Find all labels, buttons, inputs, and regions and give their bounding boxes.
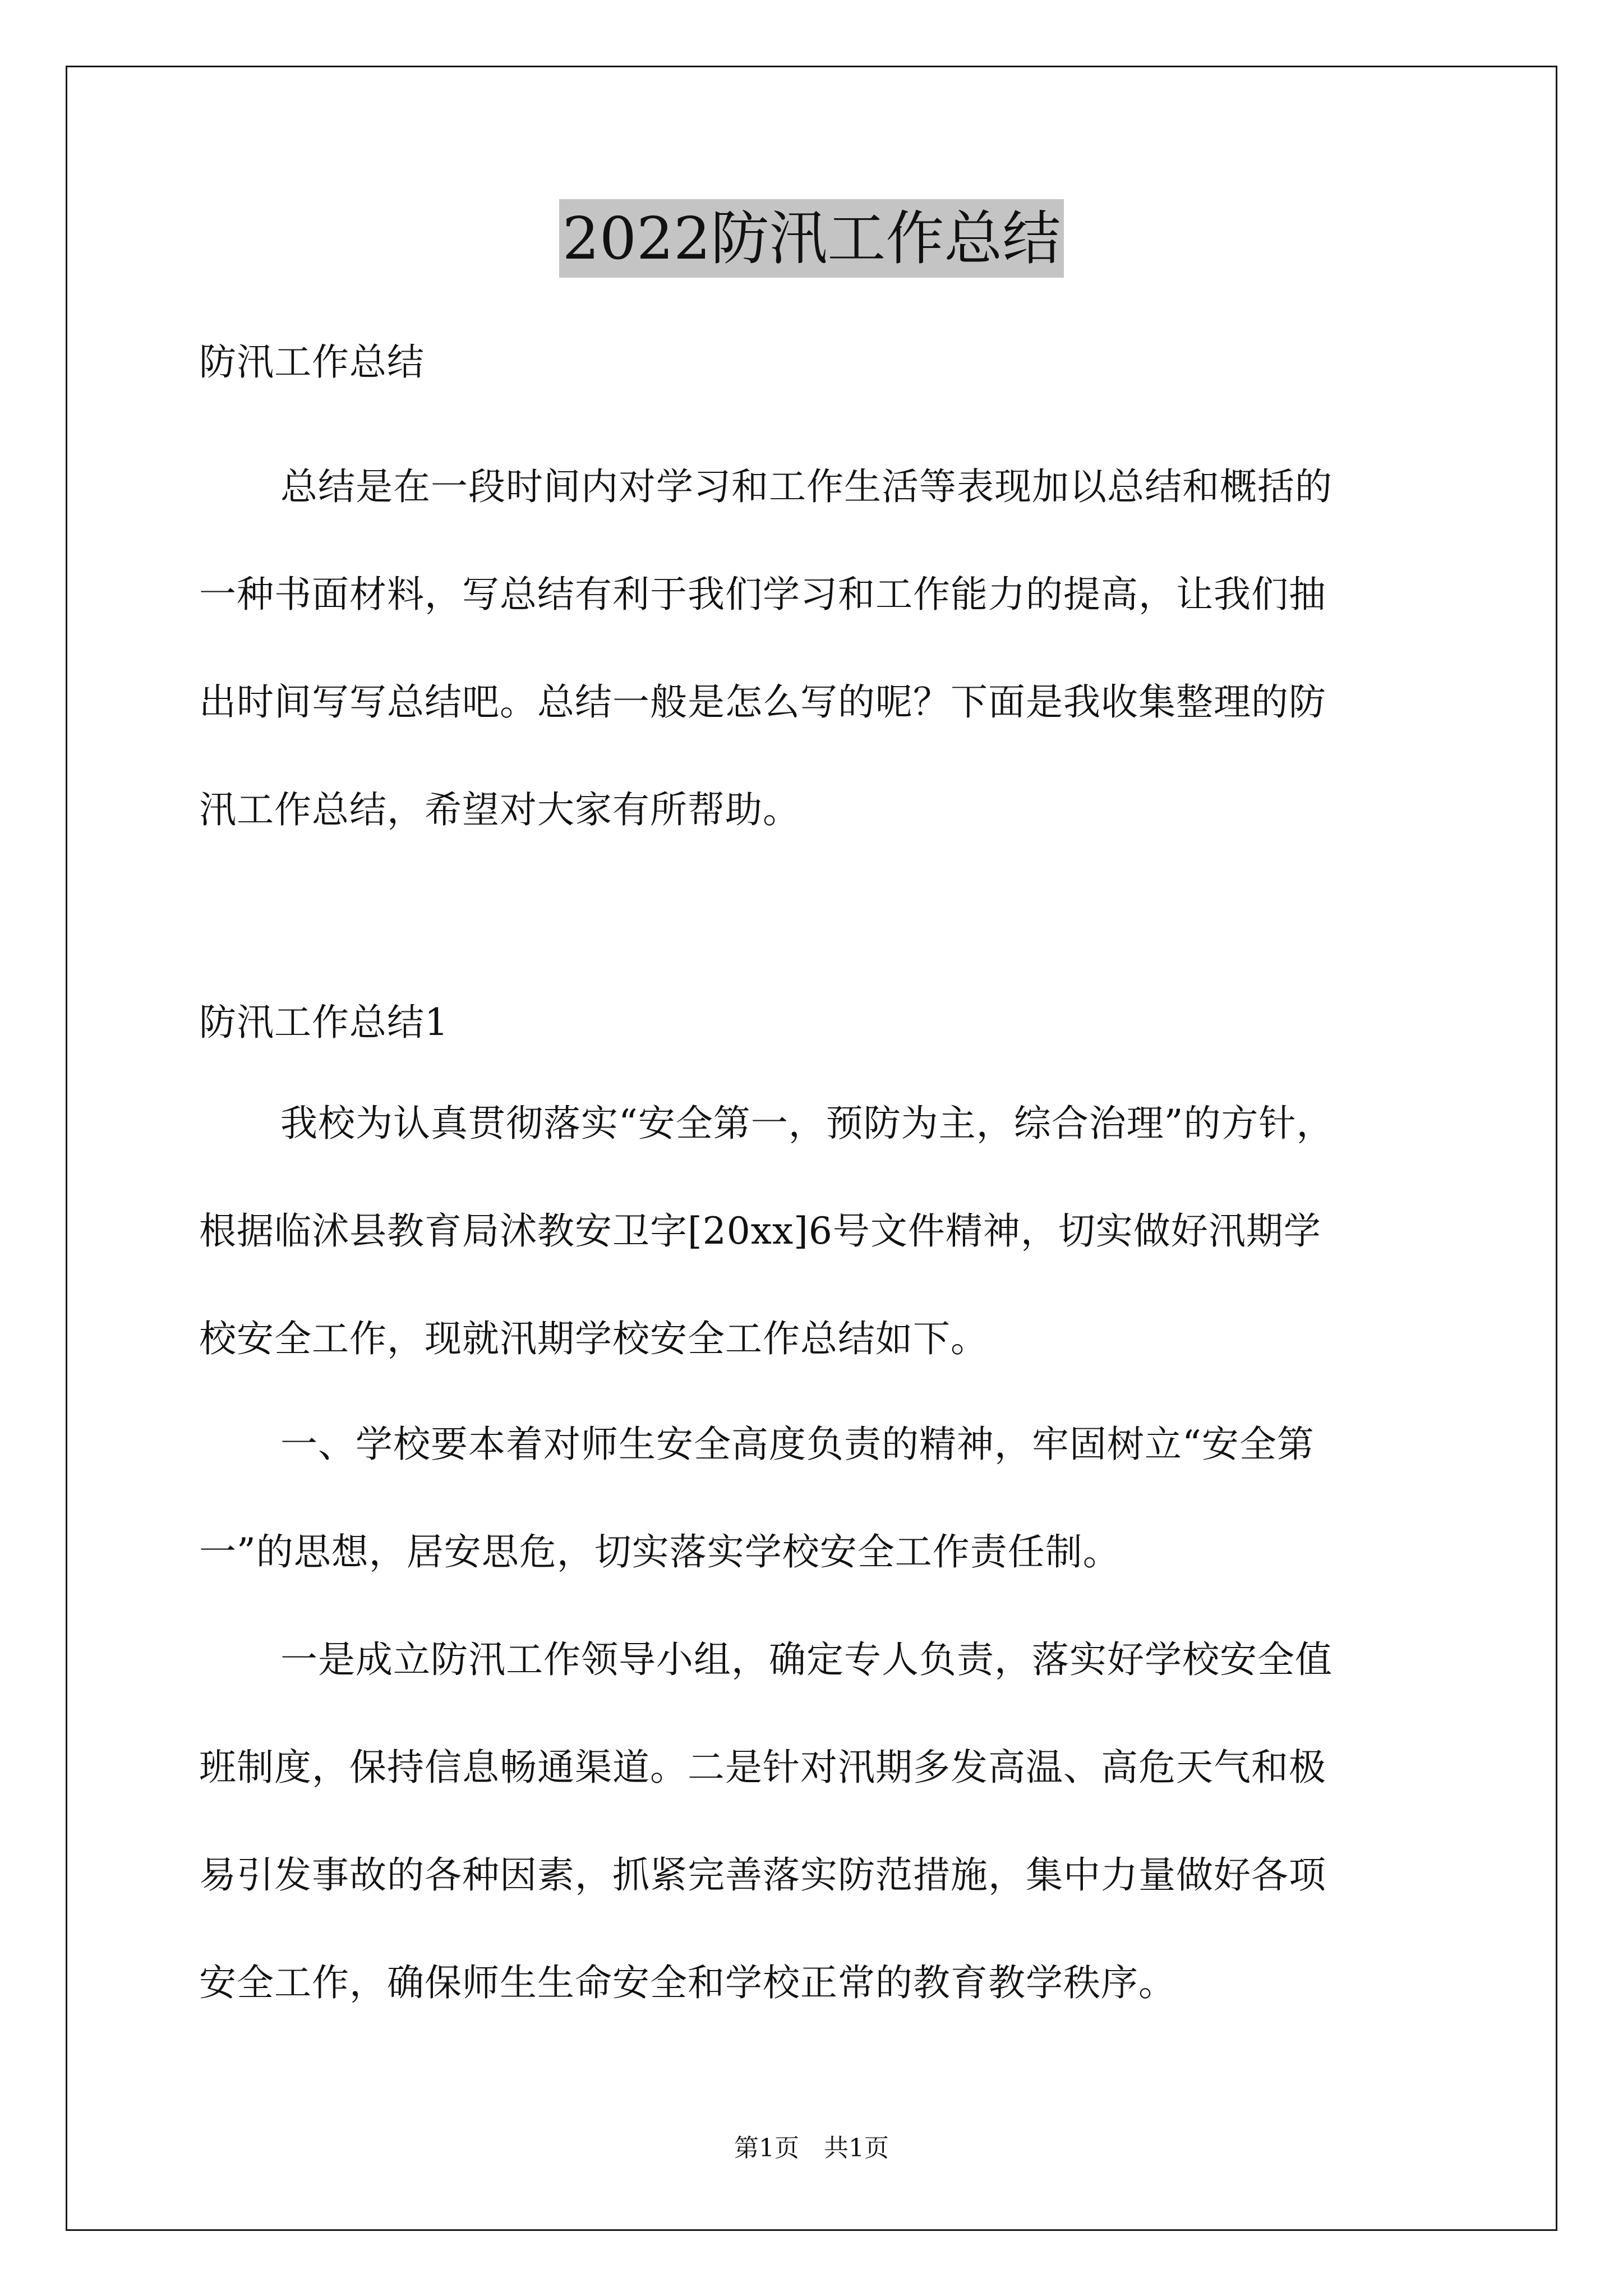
paragraph3-line: 班制度，保持信息畅通渠道。二是针对汛期多发高温、高危天气和极 — [199, 1746, 1326, 1789]
paragraph3-line: 易引发事故的各种因素，抓紧完善落实防范措施，集中力量做好各项 — [199, 1853, 1326, 1897]
paragraph3-line: 一是成立防汛工作领导小组，确定专人负责，落实好学校安全值 — [280, 1638, 1332, 1681]
document-title-text: 2022防汛工作总结 — [559, 199, 1064, 278]
section-heading: 防汛工作总结1 — [199, 1001, 449, 1044]
paragraph2-line: 一、学校要本着对师生安全高度负责的精神，牢固树立“安全第 — [280, 1423, 1315, 1466]
page-footer: 第1页 共1页 — [734, 2134, 889, 2162]
paragraph1-line: 我校为认真贯彻落实“安全第一，预防为主，综合治理”的方针， — [280, 1102, 1334, 1145]
intro-line: 汛工作总结，希望对大家有所帮助。 — [199, 788, 800, 831]
paragraph3-line: 安全工作，确保师生生命安全和学校正常的教育教学秩序。 — [199, 1961, 1176, 2004]
intro-line: 出时间写写总结吧。总结一般是怎么写的呢？下面是我收集整理的防 — [199, 680, 1326, 724]
subtitle: 防汛工作总结 — [199, 341, 425, 384]
intro-line: 总结是在一段时间内对学习和工作生活等表现加以总结和概括的 — [280, 465, 1332, 508]
intro-line: 一种书面材料，写总结有利于我们学习和工作能力的提高，让我们抽 — [199, 573, 1326, 616]
paragraph2-line: 一”的思想，居安思危，切实落实学校安全工作责任制。 — [199, 1530, 1121, 1573]
paragraph1-line: 根据临沭县教育局沭教安卫字[20xx]6号文件精神，切实做好汛期学 — [199, 1209, 1321, 1253]
document-title — [0, 199, 1623, 278]
paragraph1-line: 校安全工作，现就汛期学校安全工作总结如下。 — [199, 1317, 988, 1360]
